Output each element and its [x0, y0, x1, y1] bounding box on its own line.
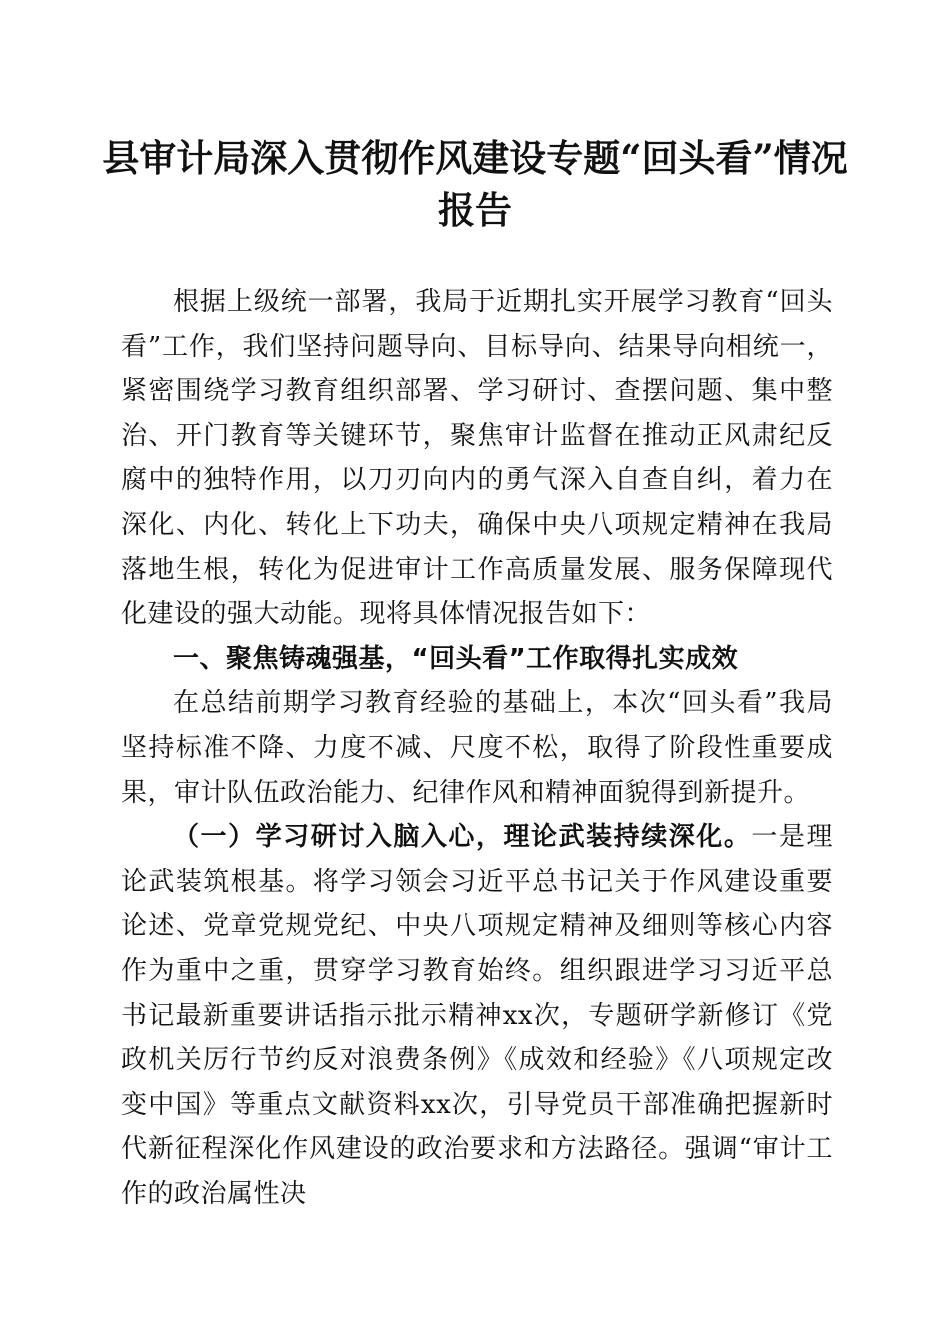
summary-paragraph: 在总结前期学习教育经验的基础上，本次“回头看”我局坚持标准不降、力度不减、尺度不松，取得了阶段性重要成果，审计队伍政治能力、纪律作风和精神面貌得到新提升。 — [121, 688, 833, 808]
subsection-body: 一是理论武装筑根基。将学习领会习近平总书记关于作风建设重要论述、党章党规党纪、中央八项规定精神及细则等核心内容作为重中之重，贯穿学习教育始终。组织跟进学习习近平总书记最新重要讲话指示批示精神xx次，专题研学新修订《党政机关厉行节约反对浪费条例》《成效和经验》《八项规定改变中国》等重点文献资料xx次，引导党员干部准确把握新时代新征程深化作风建设的政治要求和方法路径。强调“审计工作的政治属性决 — [121, 822, 833, 1209]
section-heading: 一、聚焦铸魂强基，“回头看”工作取得扎实成效 — [173, 643, 739, 674]
document-title: 县审计局深入贯彻作风建设专题“回头看”情况报告 — [102, 136, 848, 232]
subsection-paragraph — [121, 815, 833, 1216]
intro-paragraph: 根据上级统一部署，我局于近期扎实开展学习教育“回头看”工作，我们坚持问题导向、目标导向、结果导向相统一，紧密围绕学习教育组织部署、学习研讨、查摆问题、集中整治、开门教育等关键环节，聚焦审计监督在推动正风肃纪反腐中的独特作用，以刀刃向内的勇气深入自查自纠，着力在深化、内化、转化上下功夫，确保中央八项规定精神在我局落地生根，转化为促进审计工作高质量发展、服务保障现代化建设的强大动能。现将具体情况报告如下： — [121, 287, 833, 630]
subsection-lead: （一）学习研讨入脑入心，理论武装持续深化。 — [173, 822, 752, 853]
document-body — [121, 280, 833, 1216]
